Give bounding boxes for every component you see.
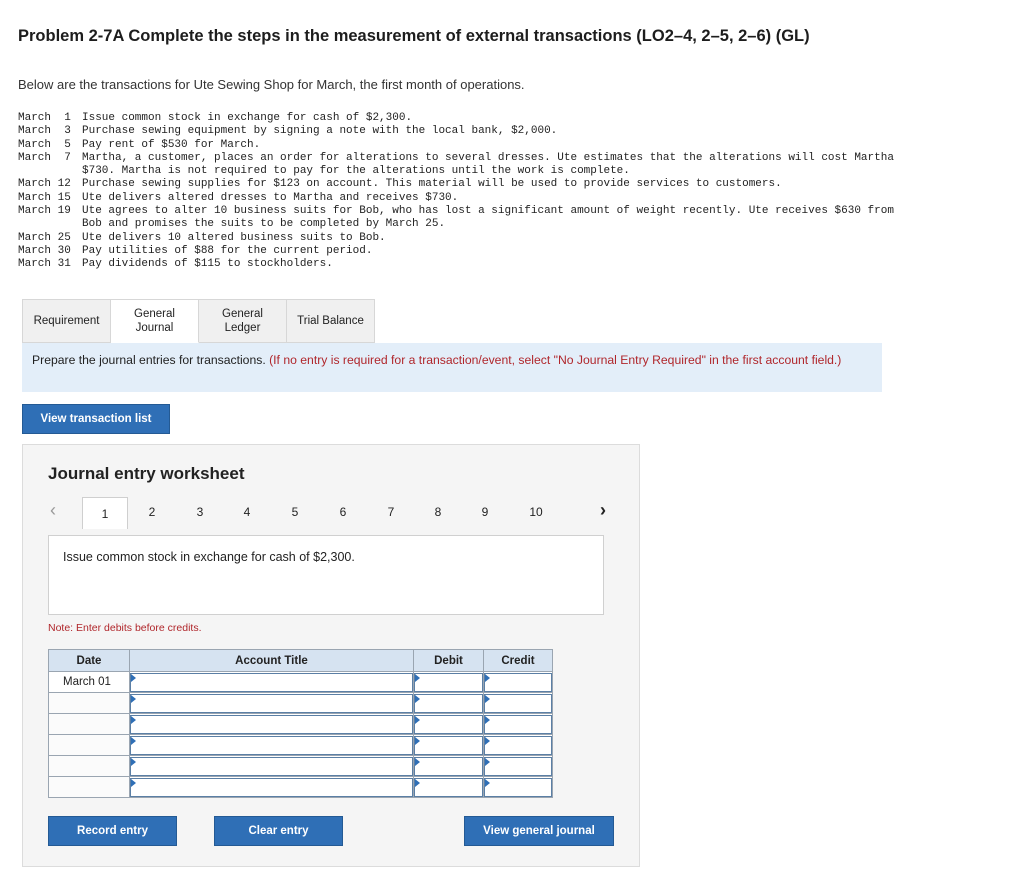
debit-cell [414,756,484,777]
tab-label: Trial Balance [297,315,364,327]
transaction-date: March 3 [18,125,71,138]
transaction-date: March 19 [18,205,71,218]
transaction-text: Martha, a customer, places an order for alterations to several dresses. Ute estimates that the alterations will cost Martha $730. Martha is not required to pay for the alterations until the work is complete. [82,151,894,178]
transaction-date: March 7 [18,151,71,164]
credit-input[interactable] [484,715,552,734]
table-row [49,693,553,714]
transaction-text: Ute agrees to alter 10 business suits for Bob, who has lost a significant amount of weight recently. Ute receives $630 from Bob and promises the suits to be completed by March 25. [82,205,894,231]
date-cell [49,735,130,756]
account-title-cell [130,756,414,777]
debit-input[interactable] [414,715,483,734]
page-tab-7[interactable]: 7 [387,505,395,519]
credit-cell [484,777,553,798]
table-row [49,735,553,756]
table-row [49,672,553,693]
account-title-cell [130,777,414,798]
tab-general-journal[interactable] [111,299,199,343]
clear-entry-button[interactable]: Clear entry [214,816,343,846]
transaction-date: March 25 [18,231,71,244]
page-tab-3[interactable]: 3 [196,505,204,519]
tab-label: General [134,308,175,320]
debit-cell [414,714,484,735]
debit-input[interactable] [414,757,483,776]
credit-cell [484,756,553,777]
column-header-account-title: Account Title [130,650,414,672]
table-row [49,777,553,798]
credit-cell [484,735,553,756]
credit-input[interactable] [484,694,552,713]
page-tab-5[interactable]: 5 [291,505,299,519]
account-title-select[interactable] [130,694,413,713]
transaction-date: March 15 [18,191,71,204]
credit-cell [484,714,553,735]
intro-text: Below are the transactions for Ute Sewing Shop for March, the first month of operations. [18,77,525,92]
transaction-description: Issue common stock in exchange for cash of $2,300. [48,535,604,615]
column-header-debit: Debit [414,650,484,672]
date-cell: March 01 [49,672,130,693]
account-title-cell [130,672,414,693]
chevron-left-icon[interactable]: ‹ [50,500,56,520]
transaction-item [18,258,918,271]
transaction-item [18,245,918,258]
credit-input[interactable] [484,778,552,797]
transaction-item [18,205,918,232]
debit-input[interactable] [414,778,483,797]
debit-input[interactable] [414,673,483,692]
transaction-text: Purchase sewing equipment by signing a note with the local bank, $2,000. [82,125,558,138]
transaction-date: March 31 [18,258,71,271]
record-entry-button[interactable]: Record entry [48,816,177,846]
tab-label: Journal [135,322,174,334]
account-title-select[interactable] [130,778,413,797]
account-title-cell [130,693,414,714]
column-header-date: Date [49,650,130,672]
transaction-item [18,178,918,191]
transaction-text: Ute delivers altered dresses to Martha and receives $730. [82,191,459,204]
page-tab-10[interactable]: 10 [529,505,543,519]
credit-input[interactable] [484,736,552,755]
debit-credit-note: Note: Enter debits before credits. [48,622,202,634]
tab-label: Requirement [33,315,100,327]
tab-label: General [222,308,263,320]
instruction-text: Prepare the journal entries for transactions. [32,353,266,367]
debit-cell [414,672,484,693]
transaction-text: Pay dividends of $115 to stockholders. [82,258,333,271]
account-title-select[interactable] [130,757,413,776]
account-title-select[interactable] [130,715,413,734]
debit-cell [414,777,484,798]
debit-cell [414,693,484,714]
instruction-note: (If no entry is required for a transaction/event, select "No Journal Entry Required" in the first account field.) [269,353,842,367]
journal-entry-table [48,649,553,798]
column-header-credit: Credit [484,650,553,672]
debit-cell [414,735,484,756]
credit-input[interactable] [484,757,552,776]
journal-entry-worksheet [22,444,640,867]
date-cell [49,714,130,735]
transaction-item [18,232,918,245]
debit-input[interactable] [414,736,483,755]
view-general-journal-button[interactable]: View general journal [464,816,614,846]
credit-input[interactable] [484,673,552,692]
account-title-select[interactable] [130,736,413,755]
credit-cell [484,693,553,714]
date-cell [49,756,130,777]
page-tab-6[interactable]: 6 [339,505,347,519]
transaction-text: Ute delivers 10 altered business suits to Bob. [82,231,386,244]
transaction-item [18,192,918,205]
page-tab-8[interactable]: 8 [434,505,442,519]
view-transaction-list-button[interactable]: View transaction list [22,404,170,434]
credit-cell [484,672,553,693]
worksheet-title: Journal entry worksheet [48,464,245,483]
page-tab-2[interactable]: 2 [148,505,156,519]
date-cell [49,777,130,798]
instruction-banner [22,343,882,392]
transaction-item [18,152,918,179]
page-tab-4[interactable]: 4 [243,505,251,519]
table-row [49,714,553,735]
requirement-tabs [22,299,375,343]
transaction-date: March 1 [18,112,71,124]
transaction-date: March 12 [18,178,71,191]
date-cell [49,693,130,714]
tab-requirement[interactable] [22,299,111,343]
transaction-item [18,125,918,138]
transaction-text: Pay utilities of $88 for the current period. [82,244,373,257]
account-title-cell [130,714,414,735]
page-tab-9[interactable]: 9 [481,505,489,519]
transaction-text: Purchase sewing supplies for $123 on account. This material will be used to provide services to customers. [82,178,782,191]
transaction-date: March 30 [18,244,71,257]
transaction-item [18,139,918,152]
tab-general-ledger[interactable] [199,299,287,343]
account-title-select[interactable] [130,673,413,692]
page-title: Problem 2-7A Complete the steps in the measurement of external transactions (LO2–4, 2–5, 2–6) (GL) [18,27,810,45]
tab-trial-balance[interactable] [287,299,375,343]
transaction-text: Pay rent of $530 for March. [82,138,261,151]
account-title-cell [130,735,414,756]
transaction-date: March 5 [18,138,71,151]
tab-label: Ledger [224,322,261,334]
entry-pager [48,497,618,527]
transaction-item [18,112,918,125]
transaction-list [18,112,918,272]
table-row [49,756,553,777]
transaction-text: Issue common stock in exchange for cash of $2,300. [82,112,413,124]
page-tab-1[interactable]: 1 [82,497,128,529]
chevron-right-icon[interactable]: › [600,500,606,520]
debit-input[interactable] [414,694,483,713]
